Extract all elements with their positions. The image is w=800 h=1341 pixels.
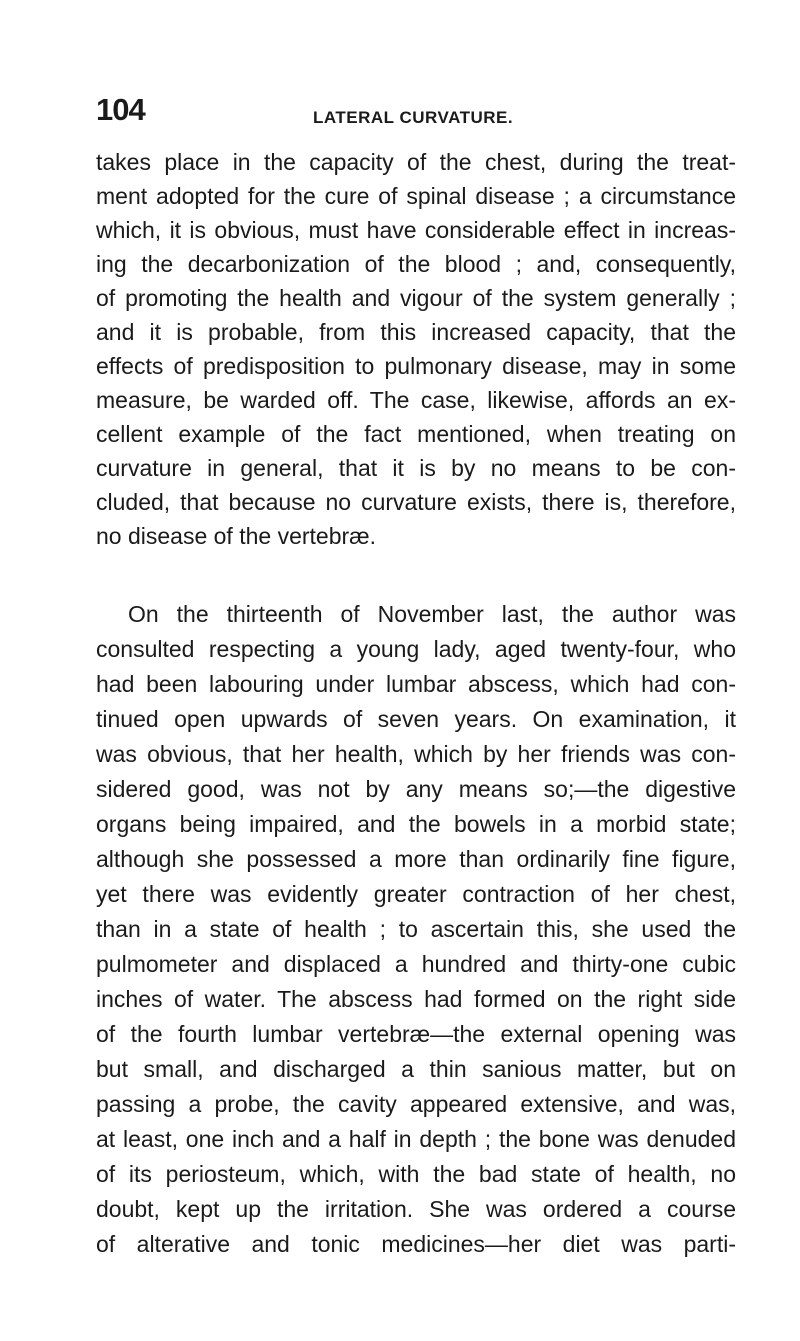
page-header [96, 92, 736, 132]
text-line: pulmometer and displaced a hundred and thirty-one cubic [96, 951, 736, 977]
text-line: and it is probable, from this increased capacity, that the [96, 319, 736, 345]
text-line: at least, one inch and a half in depth ; the bone was denuded [96, 1126, 736, 1152]
text-line: organs being impaired, and the bowels in a morbid state; [96, 811, 736, 837]
text-line: cellent example of the fact mentioned, when treating on [96, 421, 736, 447]
text-line: although she possessed a more than ordinarily fine figure, [96, 846, 736, 872]
text-line: yet there was evidently greater contraction of her chest, [96, 881, 736, 907]
text-line: ing the decarbonization of the blood ; and, consequently, [96, 251, 736, 277]
text-line: takes place in the capacity of the chest, during the treat- [96, 149, 736, 175]
page-number: 104 [96, 92, 145, 127]
text-line: which, it is obvious, must have considerable effect in increas- [96, 217, 736, 243]
text-line: of promoting the health and vigour of the system generally ; [96, 285, 736, 311]
text-line: measure, be warded off. The case, likewise, affords an ex- [96, 387, 736, 413]
text-line: On the thirteenth of November last, the author was [128, 601, 736, 627]
running-title: LATERAL CURVATURE. [313, 108, 514, 127]
text-line: doubt, kept up the irritation. She was ordered a course [96, 1196, 736, 1222]
text-line: tinued open upwards of seven years. On examination, it [96, 706, 736, 732]
text-line: was obvious, that her health, which by her friends was con- [96, 741, 736, 767]
text-line: no disease of the vertebræ. [96, 523, 376, 549]
text-line: of its periosteum, which, with the bad state of health, no [96, 1161, 736, 1187]
text-line: ment adopted for the cure of spinal disease ; a circumstance [96, 183, 736, 209]
text-line: effects of predisposition to pulmonary disease, may in some [96, 353, 736, 379]
text-line: inches of water. The abscess had formed on the right side [96, 986, 736, 1012]
text-line: passing a probe, the cavity appeared extensive, and was, [96, 1091, 736, 1117]
text-line: consulted respecting a young lady, aged twenty-four, who [96, 636, 736, 662]
text-line: but small, and discharged a thin sanious matter, but on [96, 1056, 736, 1082]
text-line: than in a state of health ; to ascertain this, she used the [96, 916, 736, 942]
text-line: sidered good, was not by any means so;—the digestive [96, 776, 736, 802]
text-line: of alterative and tonic medicines—her diet was parti- [96, 1231, 736, 1257]
text-line: curvature in general, that it is by no means to be con- [96, 455, 736, 481]
text-line: cluded, that because no curvature exists, there is, therefore, [96, 489, 736, 515]
text-line: had been labouring under lumbar abscess, which had con- [96, 671, 736, 697]
text-line: of the fourth lumbar vertebræ—the external opening was [96, 1021, 736, 1047]
